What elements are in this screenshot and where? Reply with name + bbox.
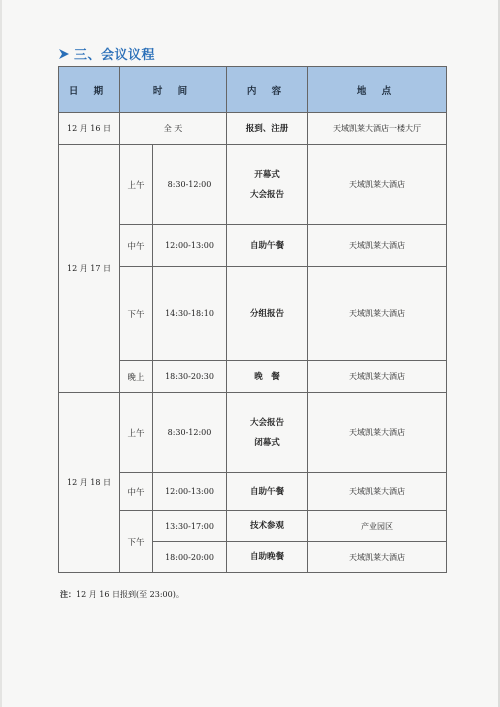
content-cell: [227, 113, 308, 145]
content-cell: [227, 511, 308, 542]
content-cell: [227, 145, 308, 225]
content-cell: [227, 361, 308, 393]
content-line: 开幕式: [254, 169, 280, 180]
content-line: 大会报告: [249, 189, 284, 200]
footnote: [60, 589, 184, 600]
content-line: 自助午餐: [249, 486, 284, 497]
time-cell: 13:30-17:00: [153, 511, 227, 542]
date-cell: 12 月 17 日: [59, 145, 120, 393]
content-cell: [227, 225, 308, 267]
agenda-table: [58, 66, 447, 573]
header-venue: 地 点: [308, 67, 447, 113]
period-cell: 晚上: [120, 361, 153, 393]
content-line: 分组报告: [249, 308, 284, 319]
content-line: 自助午餐: [249, 240, 284, 251]
venue-cell: 天域凯莱大酒店: [308, 225, 447, 267]
venue-cell: 天域凯莱大酒店: [308, 361, 447, 393]
table-row: [59, 113, 447, 145]
venue-cell: 天域凯莱大酒店: [308, 473, 447, 511]
venue-cell: 天域凯莱大酒店: [308, 393, 447, 473]
time-cell: 14:30-18:10: [153, 267, 227, 361]
time-cell: 8:30-12:00: [153, 393, 227, 473]
section-heading: [57, 44, 155, 63]
period-cell: 上午: [120, 145, 153, 225]
venue-cell: 天域凯莱大酒店一楼大厅: [308, 113, 447, 145]
content-line: 晚 餐: [254, 371, 280, 382]
arrow-icon: [57, 47, 71, 61]
content-cell: [227, 542, 308, 573]
content-line: 技术参观: [249, 521, 284, 531]
time-cell: 18:30-20:30: [153, 361, 227, 393]
header-content: 内 容: [227, 67, 308, 113]
date-cell: 12 月 18 日: [59, 393, 120, 573]
content-line: 报到、注册: [245, 123, 289, 134]
venue-cell: 天域凯莱大酒店: [308, 267, 447, 361]
header-time: 时 间: [120, 67, 227, 113]
venue-cell: 产业园区: [308, 511, 447, 542]
period-cell: 上午: [120, 393, 153, 473]
section-title: 三、会议议程: [74, 48, 156, 63]
venue-cell: 天域凯莱大酒店: [308, 542, 447, 573]
time-cell: 12:00-13:00: [153, 473, 227, 511]
table-row: [59, 145, 447, 225]
time-cell: 全 天: [120, 113, 227, 145]
content-line: 闭幕式: [254, 437, 280, 448]
time-cell: 12:00-13:00: [153, 225, 227, 267]
content-cell: [227, 473, 308, 511]
period-cell: 下午: [120, 511, 153, 573]
period-cell: 下午: [120, 267, 153, 361]
table-header-row: [59, 67, 447, 113]
time-cell: 8:30-12:00: [153, 145, 227, 225]
time-cell: 18:00-20:00: [153, 542, 227, 573]
period-cell: 中午: [120, 225, 153, 267]
period-cell: 中午: [120, 473, 153, 511]
content-line: 大会报告: [249, 417, 284, 428]
content-cell: [227, 393, 308, 473]
header-date: 日 期: [59, 67, 120, 113]
table-row: [59, 393, 447, 473]
content-line: 自助晚餐: [249, 552, 284, 562]
venue-cell: 天域凯莱大酒店: [308, 145, 447, 225]
content-cell: [227, 267, 308, 361]
date-cell: 12 月 16 日: [59, 113, 120, 145]
footnote-text: 12 月 16 日报到(至 23:00)。: [76, 590, 184, 599]
footnote-label: 注：: [60, 590, 76, 599]
